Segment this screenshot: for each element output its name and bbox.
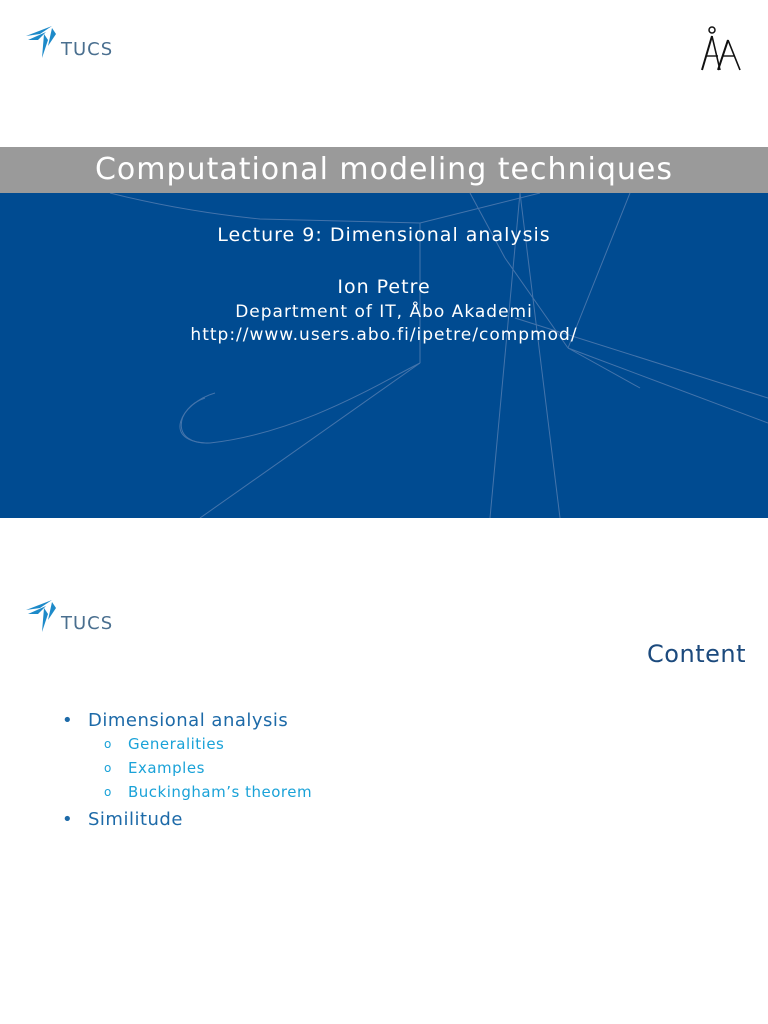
course-url[interactable]: http://www.users.abo.fi/ipetre/compmod/ xyxy=(190,325,578,345)
bullet-icon: • xyxy=(62,709,74,731)
tucs-logo-text: TUCS xyxy=(61,39,114,60)
list-item-label: Similitude xyxy=(88,808,183,830)
department: Department of IT, Åbo Akademi xyxy=(235,302,533,322)
sub-item-label: Buckingham’s theorem xyxy=(128,783,313,801)
sub-item-label: Examples xyxy=(128,759,205,777)
sub-list-item xyxy=(104,732,312,756)
bullet-icon: • xyxy=(62,808,74,830)
tucs-bird-icon xyxy=(26,600,60,634)
abo-akademi-logo-icon xyxy=(698,24,744,72)
slide-heading: Content xyxy=(647,640,746,668)
sub-list-item xyxy=(104,780,312,804)
circle-bullet-icon: o xyxy=(104,785,112,799)
content-slide xyxy=(0,518,768,1024)
tucs-bird-icon xyxy=(26,26,60,60)
circle-bullet-icon: o xyxy=(104,737,112,751)
list-item-label: Dimensional analysis xyxy=(88,709,289,731)
lecture-subtitle: Lecture 9: Dimensional analysis xyxy=(217,224,551,246)
list-item xyxy=(62,807,312,831)
slide-title: Computational modeling techniques xyxy=(94,152,673,187)
sub-list-item xyxy=(104,756,312,780)
tucs-logo-text: TUCS xyxy=(61,613,114,634)
circle-bullet-icon: o xyxy=(104,761,112,775)
tucs-logo xyxy=(26,26,113,60)
bullet-list xyxy=(62,708,312,831)
author-name: Ion Petre xyxy=(337,276,431,298)
list-item xyxy=(62,708,312,732)
sub-item-label: Generalities xyxy=(128,735,225,753)
tucs-logo xyxy=(26,600,113,634)
